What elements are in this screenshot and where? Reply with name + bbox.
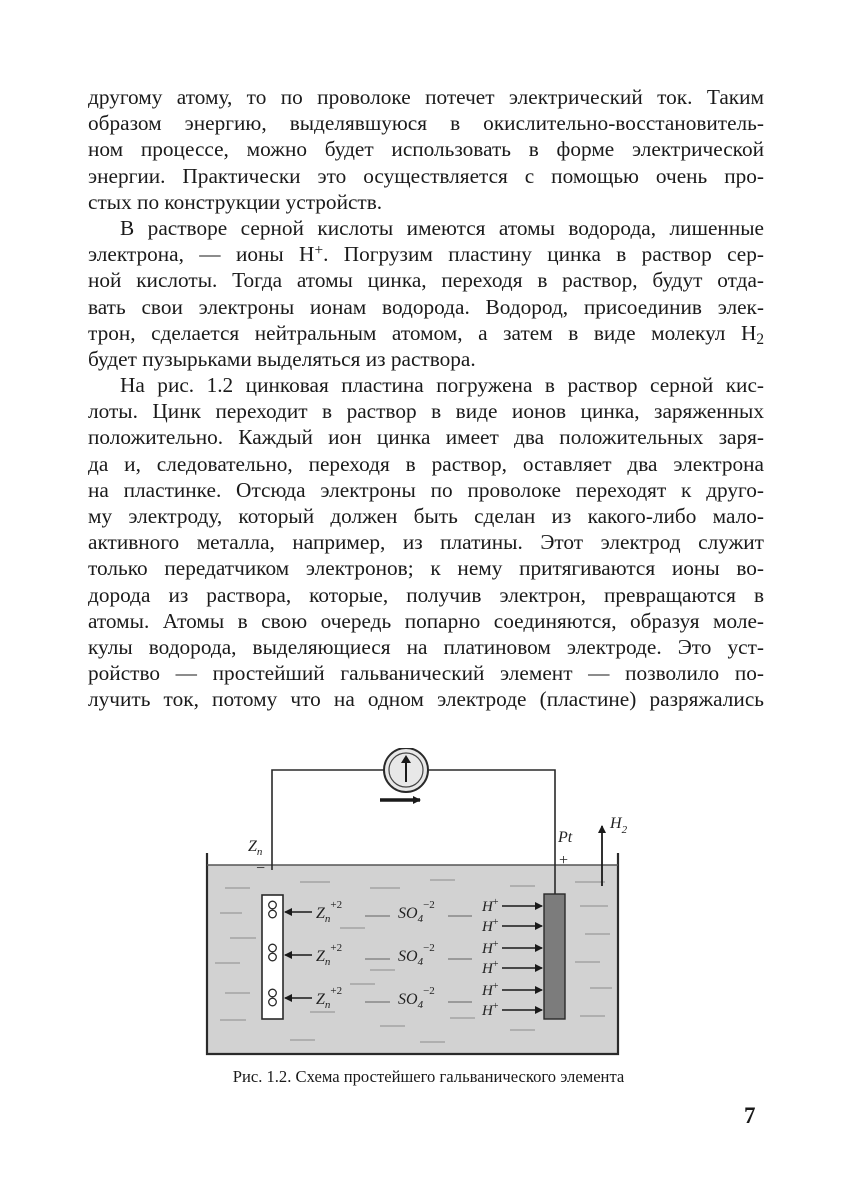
text-line: трон, сделается нейтральным атомом, а затем в виде молекул $H_2$ [88, 320, 764, 348]
svg-text:SO4−2: $SO_4^{-2}$ [398, 942, 435, 968]
figure-caption: Рис. 1.2. Схема простейшего гальванического элемента [232, 1067, 625, 1086]
text-line: лучить ток, потому что на одном электроде (пластине) разряжались [88, 687, 764, 712]
text-line: На рис. 1.2 цинковая пластина погружена в раствор серной кис- [120, 373, 764, 398]
svg-text:Zn+2: $Z_n^{+2}$ [316, 942, 343, 968]
svg-text:H+: H+ [482, 981, 499, 999]
text-line: ной кислоты. Тогда атомы цинка, переходя в раствор, будут отда- [88, 268, 764, 293]
electron-pairs [269, 901, 277, 1006]
svg-text:H+: H+ [482, 959, 499, 977]
svg-text:Zn+2: $Z_n^{+2}$ [316, 899, 343, 925]
text-line: положительно. Каждый ион цинка имеет два положительных заря- [88, 425, 764, 450]
text-line: электрона, — ионы H+. Погрузим пластину цинка в раствор сер- [88, 241, 764, 267]
wire-left [272, 770, 385, 870]
text-line: да и, следовательно, переходя в раствор, оставляет два электрона [88, 451, 764, 476]
text-line: вать свои электроны ионам водорода. Водород, присоединив элек- [88, 294, 764, 319]
zinc-sign: − [255, 860, 266, 877]
text-line: активного металла, например, из платины. Этот электрод служит [88, 530, 764, 555]
text-line: кулы водорода, выделяющиеся на платиновом электроде. Это уст- [88, 634, 764, 659]
text-line: только передатчиком электронов; к нему притягиваются ионы во- [88, 556, 764, 581]
galvanometer [384, 748, 428, 792]
text-line: атомы. Атомы в свою очередь попарно соединяются, образуя моле- [88, 608, 764, 633]
text-line: будет пузырьками выделяться из раствора. [88, 346, 476, 371]
hydrogen-gas-label: $H_2$ [610, 815, 628, 836]
text-line: на пластинке. Отсюда электроны по проволоке переходят к друго- [88, 477, 764, 502]
text-line: энергии. Практически это осуществляется с помощью очень про- [88, 163, 764, 188]
text-line: му электроду, который должен быть сделан из какого-либо мало- [88, 504, 764, 528]
platinum-sign: + [558, 852, 569, 869]
text-line: образом энергию, выделявшуюся в окислительно-восстановитель- [88, 111, 764, 136]
svg-text:SO4−2: $SO_4^{-2}$ [398, 985, 435, 1011]
text-line: лоты. Цинк переходит в раствор в виде ионов цинка, заряженных [88, 399, 764, 424]
platinum-electrode [544, 894, 565, 1019]
text-line: В растворе серной кислоты имеются атомы водорода, лишенные [120, 215, 764, 240]
svg-text:H+: H+ [482, 897, 499, 915]
svg-text:H+: H+ [482, 939, 499, 957]
svg-text:H+: H+ [482, 1001, 499, 1019]
page-number: 7 [744, 1103, 756, 1128]
body-text [88, 84, 764, 713]
text-line: ном процессе, можно будет использовать в форме электрической [88, 137, 764, 162]
text-line: стых по конструкции устройств. [88, 189, 383, 214]
platinum-label: Pt [558, 829, 573, 846]
zinc-label: $Z_n$ [248, 838, 263, 858]
svg-text:SO4−2: $SO_4^{-2}$ [398, 899, 435, 925]
text-line: другому атому, то по проволоке потечет электрический ток. Таким [88, 85, 764, 109]
galvanic-cell-diagram [180, 748, 670, 1078]
svg-text:Zn+2: $Z_n^{+2}$ [316, 985, 343, 1011]
text-line: ройство — простейший гальванический элемент — позволило по- [88, 661, 764, 686]
galvanic-cell-figure [180, 748, 670, 1078]
text-line: дорода из раствора, которые, получив электрон, превращаются в [88, 582, 764, 607]
svg-text:H+: H+ [482, 917, 499, 935]
